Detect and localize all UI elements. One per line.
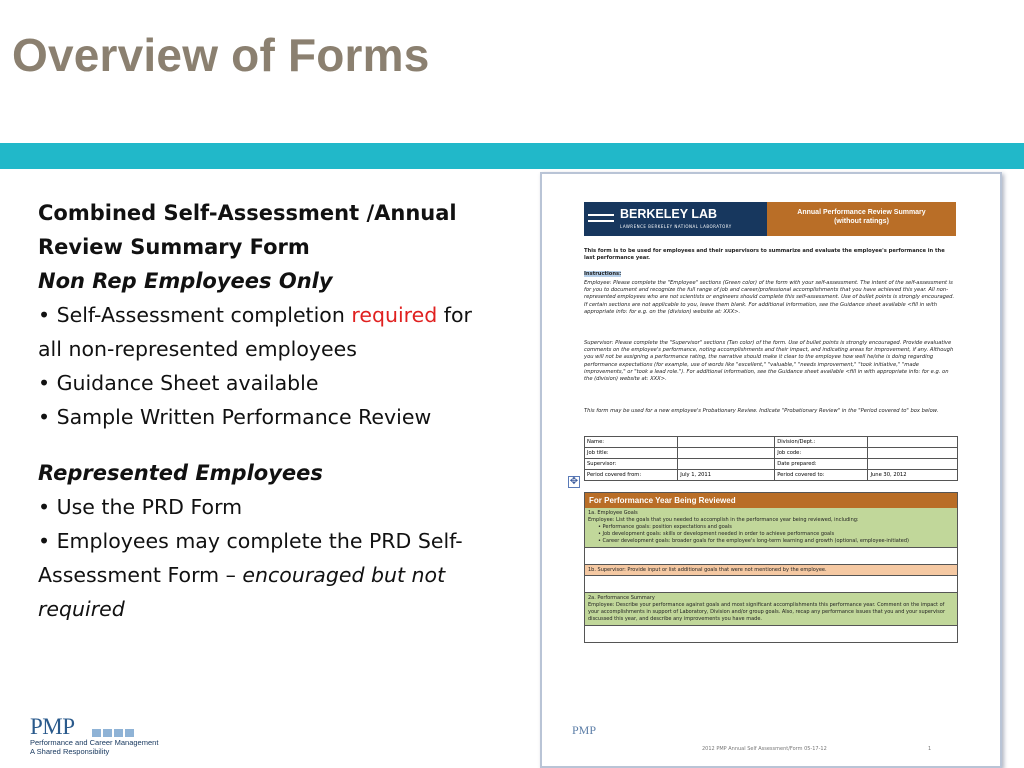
content-left [38,196,528,626]
prd-text-pre: Assessment Form – [38,563,243,587]
pmp-logo [30,714,158,756]
form-document-image [540,172,1002,768]
info-table [584,436,958,481]
field-job-code: Job code: [775,448,868,459]
non-rep-subheading: Non Rep Employees Only [38,269,333,293]
page-number: 1 [928,746,932,752]
bullet-self-assessment-line2: all non-represented employees [38,337,357,361]
required-text: required [351,303,438,327]
supervisor-goals: 1b. Supervisor: Provide input or list additional goals that were not mentioned by the employee. [585,564,957,575]
form-heading-line2: Review Summary Form [38,235,310,259]
lab-logo-icon [588,214,614,222]
period-to-value: June 30, 2012 [868,470,958,481]
employee-goals [585,508,957,547]
represented-heading: Represented Employees [38,461,323,485]
period-from-value: July 1, 2011 [678,470,775,481]
lab-name: BERKELEY LAB [620,207,718,221]
pmp-tagline-2: A Shared Responsibility [30,747,110,756]
bullet-guidance-sheet: • Guidance Sheet available [38,371,319,395]
supervisor-instructions: Supervisor: Please complete the "Supervisor" sections (Tan color) of the form. Use of bullet points is strongly encouraged. Provide evaluative comments on the employee's performance, noting accomplishments and their impact, and indicating areas for improvement, if any. Although you will not be assigning a performance rating, the narrative should make it clear to the employee how well he/she is doing regarding performance expectations (for example, use of words like "excellent," "valuable," "needs improvement," "took initiative," "made improvements," or "took a lead role."). For additional information, see the Guidance sheet available <fill in with appropriate info: for e.g. on the (division) website at: XXX>. [584,340,954,383]
bullet-text-pre: • Self-Assessment completion [38,303,352,327]
accent-band [0,143,1024,169]
goals-item: • Performance goals: position expectations and goals [598,524,732,530]
goals-text: Employee: List the goals that you needed to accomplish in the performance year being reviewed, including: [588,517,859,523]
pmp-logo-bars [92,729,134,737]
field-name: Name: [585,437,678,448]
footer-text: 2012 PMP Annual Self Assessment/Form 05-17-12 [702,746,827,752]
required-line: required [38,597,125,621]
pmp-small-logo: PMP [572,723,597,737]
pmp-tagline-1: Performance and Career Management [30,738,159,747]
employee-instructions: Employee: Please complete the "Employee" sections (Green color) of the form with your self-assessment. The intent of the self-assessment is for you to document and recognize the full range of job and career/professional accomplishments that you have achieved this year. All non-represented employees who are not scientists or engineers should complete this self-assessment. Use of bullet points is strongly encouraged. If certain sections are not applicable to you, leave them blank. For additional information, see the Guidance sheet available <fill in with appropriate info: for e.g. on the (division) website at: XXX>. [584,280,955,315]
field-period-from: Period covered from: [585,470,678,481]
bullet-prd-self: • Employees may complete the PRD Self- [38,529,463,553]
encouraged-text: encouraged but not [242,563,446,587]
bullet-sample-review: • Sample Written Performance Review [38,405,432,429]
review-section [584,492,958,643]
field-period-to: Period covered to: [775,470,868,481]
field-supervisor: Supervisor: [585,459,678,470]
goals-title: 1a. Employee Goals [588,510,638,516]
slide-title: Overview of Forms [12,29,430,81]
field-job-title: Job title: [585,448,678,459]
section-header: For Performance Year Being Reviewed [585,493,957,508]
form-subtitle: (without ratings) [834,218,889,225]
berkeley-lab-logo [584,202,767,236]
summary-text: Employee: Describe your performance against goals and most significant accomplishments this performance year. Comment on the impact of your accomplishments in support of Laboratory, Division and/or group goals. Also, recap any performance issues that you and your supervisor discussed this year, and describe any improvements you have made. [588,602,946,622]
goals-item: • Job development goals: skills or development needed in order to achieve performance goals [598,531,835,537]
instructions-label: Instructions: [584,271,622,277]
field-division: Division/Dept.: [775,437,868,448]
lab-subtitle: LAWRENCE BERKELEY NATIONAL LABORATORY [620,224,732,229]
form-title: Annual Performance Review Summary [797,209,926,216]
form-intro: This form is to be used for employees and their supervisors to summarize and evaluate the employee's performance in the last performance year. [584,248,945,262]
form-header [584,202,956,236]
pmp-logo-text: PMP [30,714,75,739]
field-date-prepared: Date prepared: [775,459,868,470]
goals-item: • Career development goals: broader goals for the employee's long-term learning and growth (optional, employee-initiated) [598,538,909,544]
move-handle-icon[interactable]: ✥ [569,476,579,487]
probation-note: This form may be used for a new employee's Probationary Review. Indicate "Probationary Review" in the "Period covered to" box below. [584,408,939,414]
form-title-box [767,202,956,236]
form-heading-line1: Combined Self-Assessment /Annual [38,201,457,225]
performance-summary [585,592,957,625]
summary-title: 2a. Performance Summary [588,595,655,601]
bullet-prd-form: • Use the PRD Form [38,495,243,519]
bullet-prd-self-line2 [38,558,528,592]
bullet-self-assessment [38,298,528,332]
bullet-text-post: for [437,303,472,327]
